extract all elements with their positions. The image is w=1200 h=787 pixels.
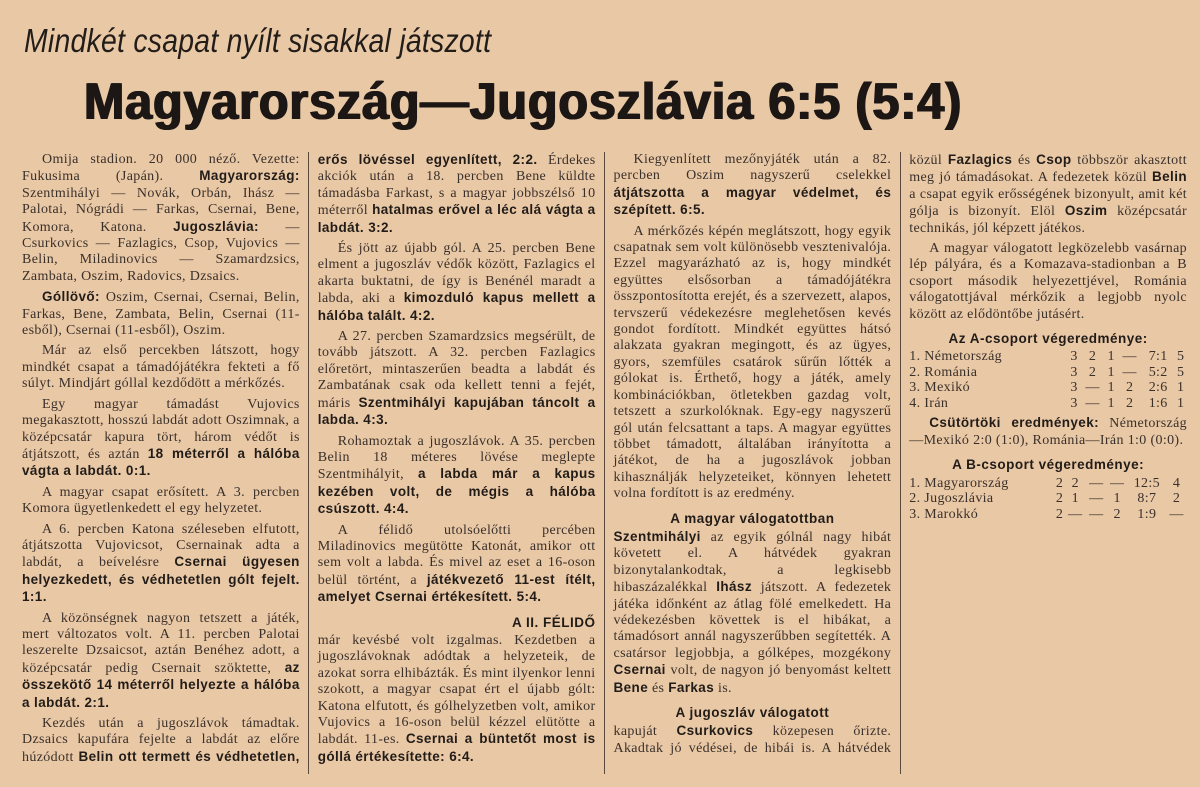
stat-cell: — bbox=[1122, 349, 1137, 365]
text: kapuját bbox=[613, 724, 677, 740]
bold-text: Szentmihályi bbox=[613, 528, 701, 544]
stat-cell: 1 bbox=[1107, 364, 1115, 380]
stat-cell: 2:6 bbox=[1148, 380, 1168, 396]
text: A 6. percben Katona széleseben elfutott, átjátszotta Vujovicsot, Csernainak adta a labdát, a beívelésre bbox=[22, 521, 300, 571]
text: a csapat egyik erősségének bizonyult, amit két gólja is bizonyít. Elöl bbox=[909, 186, 1187, 220]
stat-cell: 3 bbox=[1070, 380, 1078, 396]
stat-cell: — bbox=[1068, 506, 1083, 522]
text: Egy magyar támadást Vujovics megakasztott, hosszú labdát adott Oszimnak, a középcsatár kapura tört, három védőt is átjátszott, és aztán bbox=[22, 396, 300, 462]
text: is. bbox=[714, 680, 732, 696]
stat-cell: 5 bbox=[1177, 364, 1185, 380]
bold-text: Belin bbox=[1151, 169, 1187, 185]
stat-cell: 2 bbox=[1055, 491, 1064, 507]
text: Omija stadion. 20 000 néző. Vezette: Fukusima (Japán). bbox=[22, 152, 300, 185]
stat-cell: 1:9 bbox=[1137, 506, 1157, 522]
bold-text: Magyarország: bbox=[199, 168, 300, 184]
paragraph bbox=[22, 485, 300, 518]
table-row bbox=[909, 396, 1187, 412]
table-row bbox=[909, 476, 1187, 492]
bold-text: a labda már a kapus kezében volt, de mégis a hálóba csúszott. 4:4. bbox=[317, 466, 596, 517]
team-cell: 3. Marokkó bbox=[909, 506, 979, 522]
stat-cell: 1 bbox=[1071, 491, 1079, 507]
text: többször akasztott meg jó támadásokat. A fedezetek közül bbox=[909, 153, 1187, 186]
text: Érdekes akciók után a 18. percben Bene küldte támadásba Farkast, s a magyar jobbszélső 10 méterről bbox=[317, 153, 596, 219]
bold-text: Farkas bbox=[668, 679, 715, 695]
text: A közönségnek nagyon tetszett a játék, mert változatos volt. A 11. percben Palotai leszerelte Dzsaicsot, aztán Benéhez adott, a középcsatár pedig Csernait szöktette, bbox=[22, 610, 300, 676]
text: közepesen őrizte. Akadtak jó védései, de hibái is. A hátvédek közül bbox=[613, 153, 948, 756]
text: A magyar válogatott legközelebb vasárnap lép pályára, és a Komazava-stadionban a B csoport második helyezettjével, Románia válogatottjával mérkőzik a legjobb nyolc között az elődöntőbe jutásért. bbox=[909, 241, 1187, 322]
stat-cell: 2 bbox=[1055, 506, 1064, 522]
stat-cell: 1 bbox=[1107, 395, 1115, 411]
table-row bbox=[909, 380, 1187, 396]
stat-cell: 2 bbox=[1071, 475, 1079, 491]
paragraph bbox=[22, 152, 300, 285]
paragraph bbox=[22, 397, 300, 481]
article-headline: Magyarország—Jugoszlávia 6:5 (5:4) bbox=[84, 73, 963, 131]
bold-text: Bene bbox=[613, 679, 649, 695]
text: A mérkőzés képén meglátszott, hogy egyik csapatnak sem volt különösebb vesztenivalója. Ezzel magyarázható az is, hogy mindkét együttes elsősorban a támadójátékra összpontosította erejét, és a szervezett, alapos, tervszerű védekezésre meglehetősen kevés gondot fordított. Mindkét együttes hátsó alakzata gyakran megingott, és az ügyes, gyors, szemfüles csatárok sűrűn lőtték a gólokat is. Érthető, hogy a játék, amely kombinációkban, ötletekben gazdag volt, tetszett a szurkolóknak. Egy-egy nagyszerű gól után felcsattant a taps. A magyar együttes többet támadott, általában irányította a játékot, de ha a jugoszlávok jobban kihasználják helyzeteiket, könnyen lehetett volna fordított is az eredmény. bbox=[613, 223, 892, 502]
text: Már az első percekben látszott, hogy mindkét csapat a támadójátékra fekteti a fő súlyt. Mindjárt góllal kezdődött a mérkőzés. bbox=[22, 343, 300, 392]
text: játszott. A fedezetek játéka időnként az átlag fölé emelkedett. Ha védekezésben követtek is el hibákat, a támadósort annál nagyszerűbben segítették. A csatársor legjobbja, a gólképes, mozgékony bbox=[613, 580, 892, 661]
bold-text: 18 méterről a hálóba vágta a labdát. 0:1. bbox=[22, 445, 300, 479]
text: és bbox=[1012, 153, 1037, 168]
bold-text: Oszim bbox=[1064, 203, 1108, 219]
paragraph bbox=[22, 289, 300, 339]
text: Németország—Mexikó 2:0 (1:0), Románia—Irán 1:0 (0:0). bbox=[909, 416, 1187, 448]
stat-cell: 1:6 bbox=[1148, 395, 1168, 411]
bold-text: Csurkovics bbox=[676, 723, 754, 739]
text: és bbox=[648, 680, 669, 696]
bold-text: kimozduló kapus mellett a hálóba talált. 4:2. bbox=[317, 290, 596, 323]
stat-cell: — bbox=[1169, 506, 1184, 522]
stat-cell: — bbox=[1089, 491, 1104, 507]
table-row bbox=[909, 507, 1187, 523]
bold-text: Csernai a büntetőt most is góllá értékesítette: 6:4. bbox=[317, 731, 596, 764]
text: A félidő utolsóelőtti percében Miladinovics megütötte Katonát, amikor ott sem volt a labda. És mivel az eset a 16-oson belül történt, a bbox=[317, 522, 596, 588]
team-cell: 3. Mexikó bbox=[909, 380, 970, 396]
bold-text: Csütörtöki eredmények: bbox=[929, 415, 1100, 431]
standings-table bbox=[909, 476, 1187, 523]
stat-cell: 5:2 bbox=[1148, 364, 1168, 380]
paragraph bbox=[22, 522, 300, 607]
subheading: A magyar válogatottban bbox=[670, 510, 835, 526]
paragraph bbox=[22, 343, 300, 392]
stat-cell: 7:1 bbox=[1148, 349, 1168, 365]
stat-cell: 2 bbox=[1055, 475, 1064, 491]
team-cell: 1. Németország bbox=[909, 349, 1003, 365]
paragraph bbox=[318, 329, 596, 429]
bold-text: Csernai bbox=[613, 662, 666, 678]
stat-cell: 2 bbox=[1172, 491, 1181, 507]
paragraph bbox=[614, 152, 892, 220]
bold-text: hatalmas erővel a léc alá vágta a labdát. 3:2. bbox=[317, 202, 596, 235]
bold-text: Ihász bbox=[716, 579, 752, 595]
text: már kevésbé volt izgalmas. Kezdetben a jugoszlávoknak adódtak a helyzeteik, de azokat sorra elhibázták. És mint ilyenkor lenni szokott, a magyar csapat ért el újabb gólt: Katona elfutott, és gólhelyzetben volt, amikor Vujovics a 16-oson belül kézzel elütötte a labdát. 11-es. bbox=[317, 632, 596, 748]
paragraph bbox=[318, 241, 596, 325]
table-row bbox=[909, 349, 1187, 365]
text: Szentmihályi — Novák, Orbán, Ihász — Palotai, Nógrádi — Farkas, Csernai, Bene, Komora, Katona. bbox=[22, 185, 300, 235]
stat-cell: 1 bbox=[1107, 349, 1115, 365]
stat-cell: 1 bbox=[1113, 491, 1121, 507]
subheading: Az A-csoport végeredménye: bbox=[948, 331, 1148, 347]
bold-text: az összekötő 14 méterről helyezte a hálóba a labdát. 2:1. bbox=[22, 659, 300, 710]
bold-text: játékvezető 11-est ítélt, amelyet Csernai értékesített. 5:4. bbox=[317, 571, 596, 605]
stat-cell: 3 bbox=[1070, 349, 1078, 365]
paragraph bbox=[318, 523, 596, 607]
bold-text: Fazlagics bbox=[947, 152, 1013, 167]
stat-cell: — bbox=[1085, 380, 1100, 396]
table-row bbox=[909, 491, 1187, 507]
standings-table bbox=[909, 349, 1187, 411]
text: A magyar csapat erősített. A 3. percben Komora ügyetlenkedett el egy helyzetet. bbox=[22, 484, 300, 517]
team-cell: 1. Magyarország bbox=[909, 475, 1009, 491]
paragraph bbox=[614, 529, 892, 697]
stat-cell: 1 bbox=[1107, 380, 1115, 396]
bold-text: Belin ott termett és védhetetlen, erős lövéssel egyenlített, 2:2. bbox=[78, 152, 538, 764]
stat-cell: 12:5 bbox=[1133, 475, 1160, 491]
paragraph bbox=[22, 611, 300, 712]
article-kicker: Mindkét csapat nyílt sisakkal játszott bbox=[24, 22, 492, 59]
paragraph bbox=[909, 241, 1187, 323]
bold-text: Csop bbox=[1036, 152, 1072, 167]
stat-cell: 3 bbox=[1070, 395, 1078, 411]
stat-cell: — bbox=[1089, 506, 1104, 522]
subheading: A B-csoport végeredménye: bbox=[952, 457, 1145, 473]
bold-text: Csernai ügyesen helyezkedett, és védhetetlen gólt fejelt. 1:1. bbox=[22, 554, 300, 605]
table-row bbox=[909, 365, 1187, 381]
text: — Csurkovics — Fazlagics, Csop, Vujovics — Belin, Miladinovics — Szamardzsics, Zambata, Oszim, Radovics, Dzsaics. bbox=[22, 219, 300, 284]
team-cell: 2. Jugoszlávia bbox=[909, 491, 994, 507]
stat-cell: 2 bbox=[1088, 349, 1097, 365]
stat-cell: 4 bbox=[1172, 475, 1181, 491]
subheading: A II. FÉLIDŐ bbox=[512, 614, 596, 630]
stat-cell: 3 bbox=[1070, 364, 1078, 380]
stat-cell: 2 bbox=[1113, 506, 1121, 522]
text: Oszim, Csernai, Csernai, Belin, Farkas, Bene, Zambata, Belin, Csernai (11-esből), Csernai (11-esből), Oszim. bbox=[22, 290, 300, 339]
text: Kezdés után a jugoszlávok támadtak. Dzsaics kapufára fejelte a labdát az előre húzódott bbox=[22, 716, 300, 765]
text: az egyik gólnál nagy hibát követett el. A hátvédek gyakran bizonytalankodtak, a legkisebb hibaszázalékkal bbox=[613, 529, 892, 596]
article-body bbox=[22, 152, 1187, 774]
stat-cell: 2 bbox=[1126, 395, 1134, 411]
team-cell: 4. Irán bbox=[909, 395, 949, 411]
stat-cell: 2 bbox=[1088, 364, 1097, 380]
paragraph bbox=[614, 224, 892, 503]
text: És jött az újabb gól. A 25. percben Bene elment a jugoszláv védők között, Fazlagics el akarta buktatni, de így is Benénél maradt a labda, aki a bbox=[317, 241, 596, 307]
paragraph bbox=[909, 415, 1187, 449]
text: A 27. percben Szamardzsics megsérült, de tovább játszott. A 32. percben Fazlagics előretört, mintaszerűen beadta a labdát és Zambatának csak oda kellett tenni a fejét, máris bbox=[317, 329, 596, 411]
team-cell: 2. Románia bbox=[909, 364, 978, 380]
paragraph bbox=[318, 633, 596, 766]
stat-cell: — bbox=[1089, 475, 1104, 491]
paragraph bbox=[318, 434, 596, 519]
stat-cell: — bbox=[1085, 395, 1100, 411]
bold-text: Szentmihályi kapujában táncolt a labda. 4:3. bbox=[317, 394, 596, 428]
bold-text: Góllövő: bbox=[42, 289, 100, 305]
text: középcsatár technikás, jól képzett játékos. bbox=[909, 204, 1187, 236]
stat-cell: 8:7 bbox=[1137, 491, 1157, 507]
subheading: A jugoszláv válogatott bbox=[675, 705, 830, 720]
bold-text: átjátszotta a magyar védelmet, és szépített. 6:5. bbox=[613, 184, 892, 218]
stat-cell: 1 bbox=[1177, 395, 1185, 411]
text: volt, de nagyon jó benyomást keltett bbox=[665, 663, 892, 679]
stat-cell: 1 bbox=[1177, 380, 1185, 396]
stat-cell: — bbox=[1110, 475, 1125, 491]
bold-text: Jugoszlávia: bbox=[173, 218, 259, 234]
stat-cell: 2 bbox=[1126, 380, 1134, 396]
text: Kiegyenlített mezőnyjáték után a 82. percben Oszim nagyszerű cselekkel bbox=[613, 152, 892, 184]
stat-cell: 5 bbox=[1177, 349, 1185, 365]
text: Rohamoztak a jugoszlávok. A 35. percben Belin 18 méteres lövése meglepte Szentmihályit, bbox=[317, 433, 596, 483]
stat-cell: — bbox=[1122, 364, 1137, 380]
